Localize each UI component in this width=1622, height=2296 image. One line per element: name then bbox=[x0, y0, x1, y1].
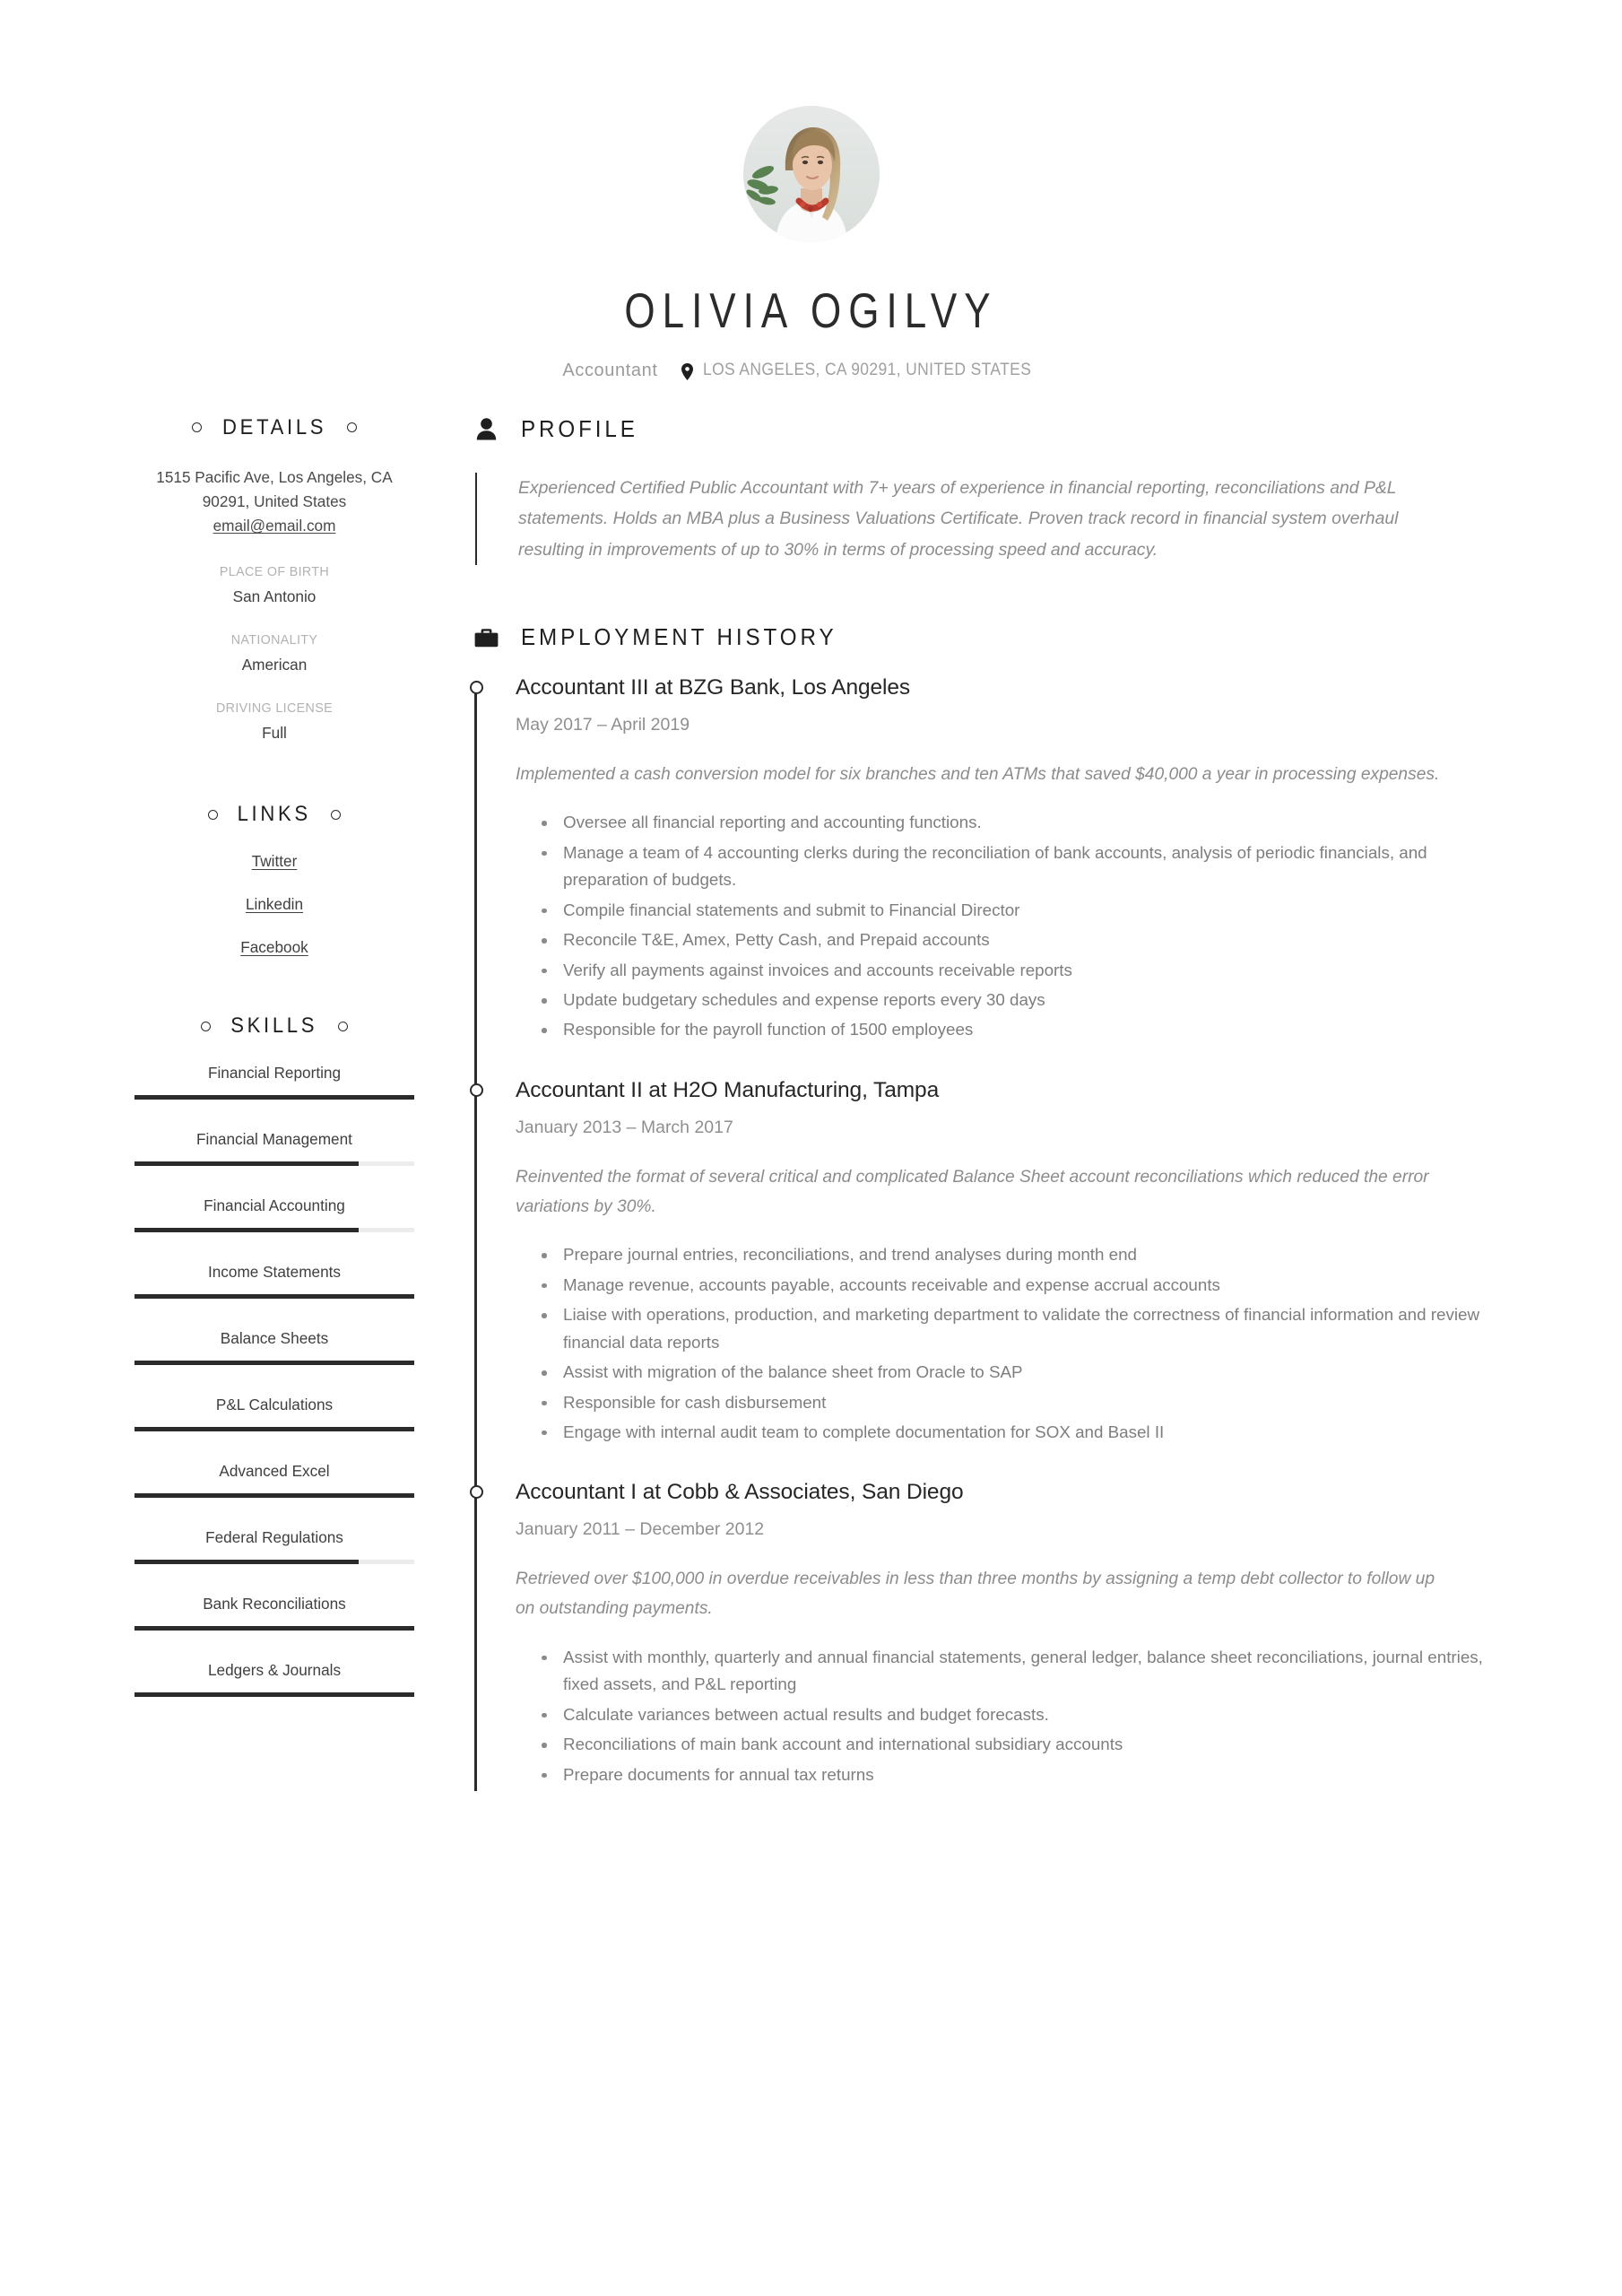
skill-name: Balance Sheets bbox=[220, 1329, 329, 1348]
employment-bullet: Prepare documents for annual tax returns bbox=[563, 1761, 1502, 1791]
employment-entry bbox=[516, 1077, 1510, 1480]
location-text: LOS ANGELES, CA 90291, UNITED STATES bbox=[702, 361, 1031, 380]
skill-level-fill bbox=[134, 1294, 414, 1299]
main-content bbox=[421, 415, 1510, 1791]
detail-field-value: Full bbox=[262, 724, 287, 743]
skill-level-track bbox=[134, 1427, 414, 1431]
avatar bbox=[743, 106, 880, 242]
skill-item bbox=[134, 1396, 414, 1431]
resume-columns bbox=[0, 415, 1622, 1791]
employment-title: Accountant III at BZG Bank, Los Angeles bbox=[516, 675, 911, 700]
circle-ornament-left-icon bbox=[208, 810, 218, 820]
employment-bullet: Manage revenue, accounts payable, accounts receivable and expense accrual accounts bbox=[563, 1272, 1502, 1301]
circle-ornament-right-icon bbox=[331, 810, 341, 820]
employment-bullet: Responsible for the payroll function of 1500 employees bbox=[563, 1016, 1502, 1046]
address-line-1: 1515 Pacific Ave, Los Angeles, CA bbox=[156, 467, 393, 486]
skill-item bbox=[134, 1196, 414, 1232]
skill-name: Financial Reporting bbox=[207, 1064, 342, 1083]
employment-dates: May 2017 – April 2019 bbox=[516, 714, 690, 735]
employment-bullet: Assist with monthly, quarterly and annual financial statements, general ledger, balance sheet reconciliations, journal entries, fixed assets, and P&L reporting bbox=[563, 1644, 1502, 1701]
employment-bullet: Manage a team of 4 accounting clerks during the reconciliation of bank accounts, analysis of periodic financials, and preparation of budgets. bbox=[563, 839, 1502, 897]
profile-section bbox=[474, 415, 1510, 566]
email-link[interactable]: email@email.com bbox=[213, 517, 336, 535]
profile-heading-label: PROFILE bbox=[521, 414, 638, 442]
address-line-2: 90291, United States bbox=[202, 491, 347, 510]
full-name: OLIVIA OGILVY bbox=[624, 283, 998, 338]
skill-level-fill bbox=[134, 1626, 414, 1631]
employment-bullet: Assist with migration of the balance sheet from Oracle to SAP bbox=[563, 1359, 1502, 1388]
skill-level-fill bbox=[134, 1560, 359, 1564]
skill-name: Ledgers & Journals bbox=[207, 1661, 342, 1680]
link-item-facebook[interactable]: Facebook bbox=[240, 938, 308, 957]
employment-summary: Retrieved over $100,000 in overdue receivables in less than three months by assigning a temp debt collector to follow up on outstanding payments. bbox=[516, 1570, 1435, 1619]
employment-title: Accountant II at H2O Manufacturing, Tampa bbox=[516, 1077, 940, 1102]
timeline-dot-icon bbox=[470, 681, 483, 694]
detail-field bbox=[134, 565, 414, 606]
skill-name: Financial Management bbox=[196, 1130, 352, 1149]
skill-level-track bbox=[134, 1095, 414, 1100]
skills-list bbox=[134, 1064, 414, 1697]
employment-bullet-list bbox=[516, 809, 1502, 1047]
employment-heading bbox=[474, 623, 1510, 651]
skill-item bbox=[134, 1130, 414, 1166]
timeline-dot-icon bbox=[470, 1485, 483, 1499]
skill-level-fill bbox=[134, 1692, 414, 1697]
skill-level-fill bbox=[134, 1493, 414, 1498]
detail-field bbox=[134, 633, 414, 674]
skill-level-track bbox=[134, 1560, 414, 1564]
skill-item bbox=[134, 1595, 414, 1631]
profile-text: Experienced Certified Public Accountant with 7+ years of experience in financial reporting, reconciliations and P&L statements. Holds an MBA plus a Business Valuations Certificate. Proven track record in financial system overhaul resulting in improvements of up to 30% in terms of processing speed and accuracy. bbox=[518, 477, 1399, 560]
employment-bullet: Prepare journal entries, reconciliations, and trend analyses during month end bbox=[563, 1241, 1502, 1271]
map-pin-icon bbox=[681, 363, 693, 380]
employment-section bbox=[474, 623, 1510, 1791]
skill-item bbox=[134, 1528, 414, 1564]
skill-level-track bbox=[134, 1294, 414, 1299]
detail-field bbox=[134, 701, 414, 743]
employment-summary: Implemented a cash conversion model for six branches and ten ATMs that saved $40,000 a year in processing expenses. bbox=[516, 764, 1440, 784]
employment-dates: January 2011 – December 2012 bbox=[516, 1519, 765, 1539]
skill-item bbox=[134, 1329, 414, 1365]
skill-name: Federal Regulations bbox=[205, 1528, 343, 1547]
employment-timeline bbox=[474, 674, 1510, 1791]
skills-heading-label: SKILLS bbox=[230, 1013, 318, 1039]
employment-bullet: Liaise with operations, production, and marketing department to validate the correctness of financial information and review financial data reports bbox=[563, 1301, 1502, 1359]
timeline-dot-icon bbox=[470, 1083, 483, 1097]
skills-heading bbox=[134, 1013, 414, 1039]
details-heading-label: DETAILS bbox=[221, 414, 327, 439]
skill-level-track bbox=[134, 1161, 414, 1166]
skill-item bbox=[134, 1462, 414, 1498]
skill-level-track bbox=[134, 1692, 414, 1697]
skill-name: Advanced Excel bbox=[219, 1462, 330, 1481]
briefcase-icon bbox=[474, 627, 499, 648]
employment-bullet-list bbox=[516, 1241, 1502, 1448]
detail-field-label: PLACE OF BIRTH bbox=[219, 565, 330, 580]
employment-bullet-list bbox=[516, 1644, 1502, 1791]
skill-level-track bbox=[134, 1228, 414, 1232]
profile-body bbox=[475, 473, 1510, 566]
employment-title: Accountant I at Cobb & Associates, San Diego bbox=[516, 1480, 964, 1505]
link-item-twitter[interactable]: Twitter bbox=[251, 852, 298, 871]
skill-item bbox=[134, 1064, 414, 1100]
header-subline bbox=[0, 361, 1622, 381]
skill-item bbox=[134, 1263, 414, 1299]
employment-entry bbox=[516, 1479, 1510, 1791]
detail-field-value: San Antonio bbox=[232, 587, 317, 606]
employment-dates: January 2013 – March 2017 bbox=[516, 1117, 733, 1137]
profile-heading bbox=[474, 415, 1510, 443]
skill-item bbox=[134, 1661, 414, 1697]
links-heading-label: LINKS bbox=[237, 802, 312, 827]
skill-level-fill bbox=[134, 1095, 414, 1100]
skill-level-fill bbox=[134, 1228, 359, 1232]
employment-bullet: Reconcile T&E, Amex, Petty Cash, and Prepaid accounts bbox=[563, 926, 1502, 956]
skill-name: P&L Calculations bbox=[215, 1396, 334, 1414]
employment-bullet: Reconciliations of main bank account and international subsidiary accounts bbox=[563, 1731, 1502, 1761]
employment-bullet: Oversee all financial reporting and accounting functions. bbox=[563, 809, 1502, 839]
links-section bbox=[134, 802, 414, 957]
employment-bullet: Compile financial statements and submit to Financial Director bbox=[563, 897, 1502, 926]
sidebar bbox=[134, 415, 421, 1698]
employment-bullet: Verify all payments against invoices and accounts receivable reports bbox=[563, 957, 1502, 987]
employment-heading-label: EMPLOYMENT HISTORY bbox=[521, 623, 837, 651]
employment-summary: Reinvented the format of several critical and complicated Balance Sheet account reconciliations which reduced the error variations by 30%. bbox=[516, 1167, 1429, 1216]
links-heading bbox=[134, 802, 414, 827]
job-title: Accountant bbox=[562, 360, 658, 380]
circle-ornament-right-icon bbox=[338, 1022, 348, 1031]
skill-level-fill bbox=[134, 1427, 414, 1431]
link-item-linkedin[interactable]: Linkedin bbox=[245, 895, 304, 914]
skill-name: Bank Reconciliations bbox=[203, 1595, 346, 1613]
skill-level-track bbox=[134, 1626, 414, 1631]
circle-ornament-left-icon bbox=[201, 1022, 211, 1031]
skill-level-fill bbox=[134, 1361, 414, 1365]
skills-section bbox=[134, 1013, 414, 1697]
skill-level-fill bbox=[134, 1161, 359, 1166]
employment-bullet: Update budgetary schedules and expense reports every 30 days bbox=[563, 987, 1502, 1016]
employment-bullet: Calculate variances between actual results and budget forecasts. bbox=[563, 1701, 1502, 1731]
employment-bullet: Responsible for cash disbursement bbox=[563, 1389, 1502, 1419]
person-icon bbox=[474, 418, 499, 440]
resume-header bbox=[0, 0, 1622, 381]
detail-field-label: NATIONALITY bbox=[230, 633, 318, 648]
details-section bbox=[134, 415, 414, 744]
skill-name: Financial Accounting bbox=[204, 1196, 345, 1215]
detail-field-label: DRIVING LICENSE bbox=[216, 701, 333, 717]
details-heading bbox=[134, 415, 414, 440]
detail-field-value: American bbox=[241, 656, 308, 674]
circle-ornament-right-icon bbox=[347, 422, 357, 432]
skill-name: Income Statements bbox=[207, 1263, 342, 1282]
employment-bullet: Engage with internal audit team to complete documentation for SOX and Basel II bbox=[563, 1419, 1502, 1448]
skill-level-track bbox=[134, 1361, 414, 1365]
skill-level-track bbox=[134, 1493, 414, 1498]
employment-entry bbox=[516, 674, 1510, 1077]
circle-ornament-left-icon bbox=[192, 422, 202, 432]
